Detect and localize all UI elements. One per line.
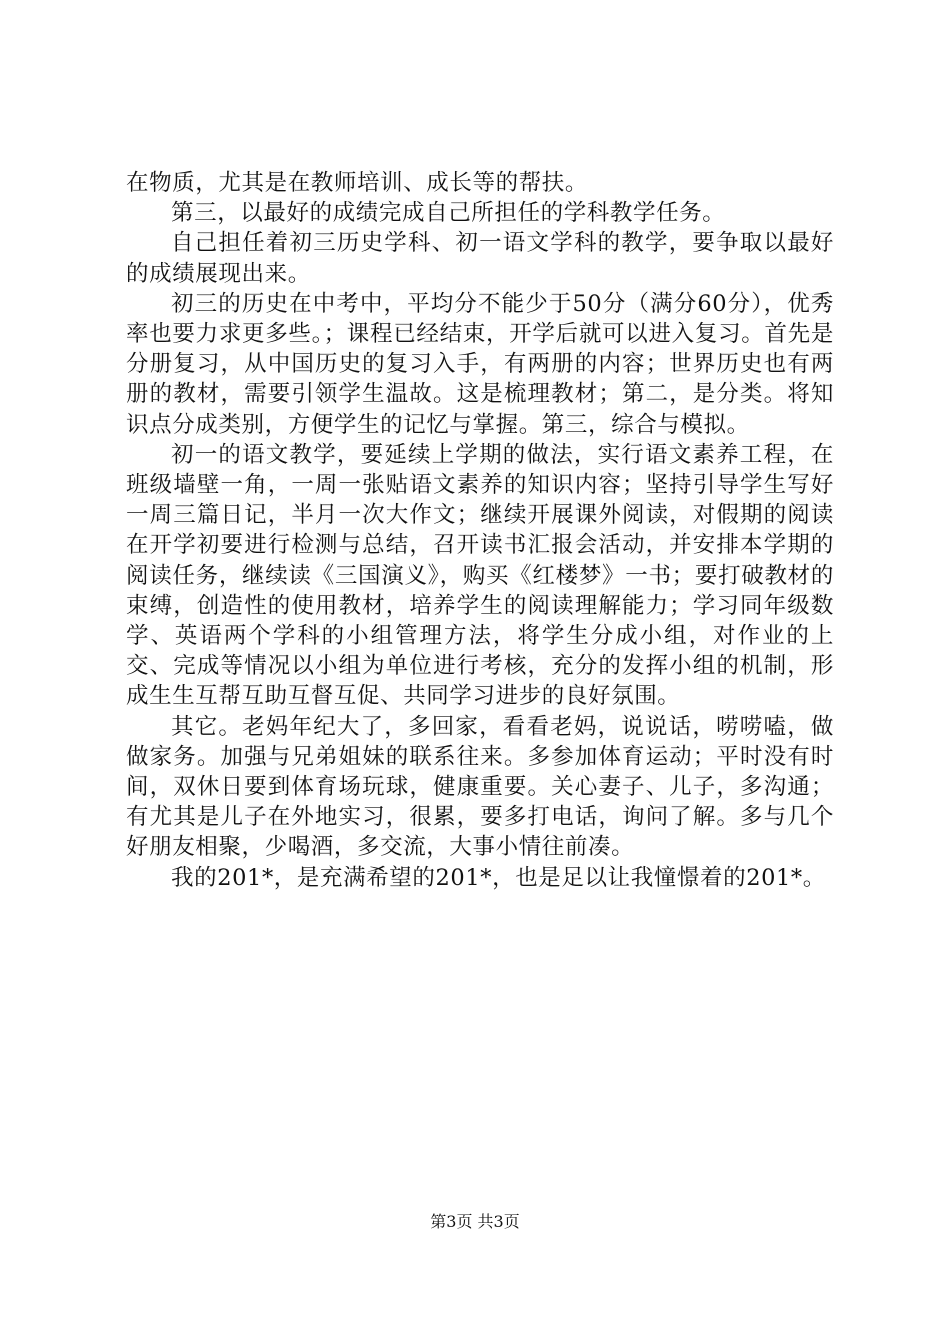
paragraph-4: 初三的历史在中考中，平均分不能少于50分（满分60分），优秀率也要力求更多些。；课程已经结束，开学后就可以进入复习。首先是分册复习，从中国历史的复习入手，有两册的内容；世界历史也有两册的教材，需要引领学生温故。这是梳理教材；第二，是分类。将知识点分成类别，方便学生的记忆与掌握。第三，综合与模拟。 [126, 290, 834, 438]
paragraph-7: 我的201*，是充满希望的201*，也是足以让我憧憬着的201*。 [171, 864, 826, 891]
paragraph-1: 在物质，尤其是在教师培训、成长等的帮扶。 [126, 170, 589, 196]
document-body [126, 168, 834, 893]
paragraph-3: 自己担任着初三历史学科、初一语文学科的教学，要争取以最好的成绩展现出来。 [126, 230, 834, 287]
paragraph-5: 初一的语文教学，要延续上学期的做法，实行语文素养工程，在班级墙壁一角，一周一张贴语文素养的知识内容；坚持引导学生写好一周三篇日记，半月一次大作文；继续开展课外阅读，对假期的阅读在开学初要进行检测与总结，召开读书汇报会活动，并安排本学期的阅读任务，继续读《三国演义》，购买《红楼梦》一书；要打破教材的束缚，创造性的使用教材，培养学生的阅读理解能力；学习同年级数学、英语两个学科的小组管理方法，将学生分成小组，对作业的上交、完成等情况以小组为单位进行考核，充分的发挥小组的机制，形成生生互帮互助互督互促、共同学习进步的良好氛围。 [126, 441, 834, 710]
paragraph-2: 第三，以最好的成绩完成自己所担任的学科教学任务。 [171, 200, 726, 227]
page-footer: 第3页 共3页 [430, 1212, 520, 1231]
paragraph-6: 其它。老妈年纪大了，多回家，看看老妈，说说话，唠唠嗑，做做家务。加强与兄弟姐妹的联系往来。多参加体育运动；平时没有时间，双休日要到体育场玩球，健康重要。关心妻子、儿子，多沟通；有尤其是儿子在外地实习，很累，要多打电话，询问了解。多与几个好朋友相聚，少喝酒，多交流，大事小情往前凑。 [126, 713, 834, 861]
